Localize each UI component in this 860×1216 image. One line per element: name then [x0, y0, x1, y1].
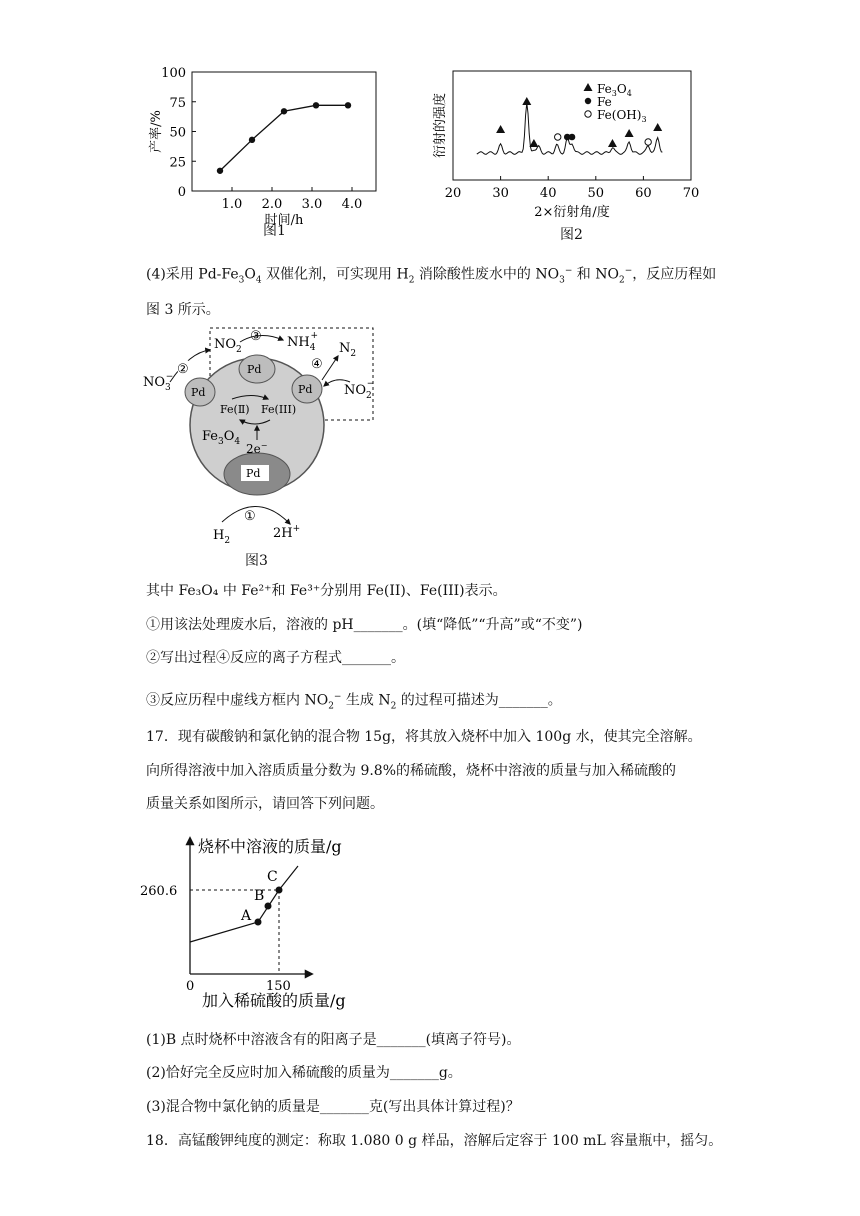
fe3o4-peak-marker: [522, 97, 531, 105]
y-tick-label: 75: [169, 95, 186, 111]
figure-2-chart: [428, 60, 708, 250]
x-axis-label: 2×衍射角/度: [534, 205, 610, 220]
x-tick-label: 70: [682, 186, 700, 201]
x-tick-label: 3.0: [301, 197, 323, 212]
q4-sub1: ①用该法处理废水后，溶液的 pH_______。(填“降低”“升高”或“不变”): [146, 617, 583, 633]
pd-right-label: Pd: [298, 383, 313, 396]
fe-peak-marker: [569, 134, 576, 141]
y-tick-label: 50: [169, 125, 186, 141]
data-point: [313, 102, 319, 108]
y-tick-label: 0: [177, 185, 186, 200]
step2-label: ②: [177, 362, 189, 377]
fe2-label: Fe(Ⅱ): [220, 403, 250, 416]
feoh3-peak-marker: [555, 134, 561, 140]
point-b: [265, 903, 272, 910]
legend-fe-label: Fe: [597, 95, 612, 109]
legend-fe-marker: [585, 98, 591, 104]
legend-fe3o4-marker: [584, 83, 593, 91]
legend-feoh3-label: $Fe(OH)_3$: [597, 108, 647, 124]
step4-label: ④: [311, 357, 323, 372]
y-tick-label: 260.6: [140, 884, 178, 899]
point-c: [276, 887, 283, 894]
step1-arrow: [222, 506, 290, 524]
q4-sub2: ②写出过程④反应的离子方程式_______。: [146, 650, 405, 666]
x-tick-label: 150: [266, 979, 291, 994]
q17-line2: 向所得溶液中加入溶质质量分数为 9.8%的稀硫酸，烧杯中溶液的质量与加入稀硫酸的: [146, 763, 677, 779]
legend-feoh3-marker: [585, 111, 591, 117]
electron-label: 2e−: [246, 441, 268, 456]
x-tick-label: 30: [492, 186, 509, 201]
q17-question1: (1)B 点时烧杯中溶液含有的阳离子是_______(填离子符号)。: [146, 1032, 521, 1048]
x-axis-label: 时间/h: [264, 213, 304, 228]
x-tick-label: 1.0: [221, 197, 243, 212]
point-label: C: [267, 869, 278, 885]
q4-intro-line1: (4)采用 $Pd-Fe_3O_4$ 双催化剂，可实现用 $H_2$ 消除酸性废水中的 $NO_3^-$ 和 $NO_2^-$，反应历程如: [146, 266, 717, 286]
point-label: A: [241, 908, 252, 924]
y-axis-label: 衍射的强度: [433, 92, 448, 159]
figure-3-caption: 图3: [245, 553, 268, 569]
legend-fe3o4-label: $Fe_3O_4$: [597, 82, 632, 98]
y-tick-label: 100: [161, 66, 186, 81]
fe3o4-peak-marker: [496, 125, 505, 133]
x-tick-label: 40: [539, 186, 557, 201]
x-tick-label: 4.0: [341, 197, 363, 212]
n2-label: $N_2$: [339, 341, 357, 359]
pd-bottom-label: Pd: [246, 467, 261, 480]
x-tick-label: 2.0: [261, 197, 283, 212]
h2-label: $H_2$: [213, 528, 231, 546]
origin-label: 0: [186, 979, 195, 994]
data-point: [281, 108, 287, 114]
fe3o4-peak-marker: [653, 123, 662, 131]
no3-label: $NO_3-$: [143, 372, 174, 393]
step1-label: ①: [244, 509, 256, 524]
y-axis-label: 产率/%: [149, 110, 164, 153]
x-axis-label: 加入稀硫酸的质量/g: [202, 991, 346, 1010]
nh4-label: $NH_4+$: [287, 331, 318, 353]
q18-line1: 18．高锰酸钾纯度的测定：称取 1.080 0 g 样品，溶解后定容于 100 mL 容量瓶中，摇匀。: [146, 1133, 723, 1149]
data-point: [217, 168, 223, 174]
figure-1-caption: 图1: [263, 223, 286, 239]
q4-note: 其中 Fe₃O₄ 中 Fe²⁺和 Fe³⁺分别用 Fe(II)、Fe(III)表示。: [146, 583, 507, 599]
q4-intro-line2: 图 3 所示。: [146, 302, 220, 318]
step3-label: ③: [250, 329, 262, 344]
figure-2-caption: 图2: [560, 227, 583, 243]
x-tick-label: 60: [635, 186, 652, 201]
q4-sub3: ③反应历程中虚线方框内 $NO_2^-$ 生成 $N_2$ 的过程可描述为_______。: [146, 692, 562, 712]
n2-arrow: [322, 356, 338, 380]
data-point: [249, 137, 255, 143]
x-tick-label: 20: [444, 186, 462, 201]
fe3o4-peak-marker: [608, 139, 617, 147]
pd-left-label: Pd: [191, 386, 206, 399]
h-plus-label: 2H+: [273, 524, 301, 541]
fe3o4-peak-marker: [529, 139, 538, 147]
data-line: [190, 866, 298, 942]
y-axis-label: 烧杯中溶液的质量/g: [198, 837, 342, 856]
figure-3-diagram: [140, 322, 400, 572]
q17-line1: 17．现有碳酸钠和氯化钠的混合物 15g，将其放入烧杯中加入 100g 水，使其完全溶解。: [146, 729, 702, 745]
no2-right-label: $NO_2-$: [344, 379, 375, 401]
fe3o4-label: $Fe_3O_4$: [202, 429, 241, 447]
series-line: [220, 105, 348, 170]
fe3-label: Fe(III): [261, 403, 297, 416]
feoh3-peak-marker: [645, 139, 651, 145]
fe3o4-peak-marker: [625, 129, 634, 137]
x-tick-label: 50: [587, 186, 605, 201]
q17-question3: (3)混合物中氯化钠的质量是_______克(写出具体计算过程)？: [146, 1099, 520, 1115]
point-a: [255, 919, 262, 926]
plot-frame: [453, 71, 691, 180]
y-tick-label: 25: [169, 155, 186, 171]
no2-top-label: $NO_2$: [214, 337, 242, 355]
data-point: [345, 102, 351, 108]
figure-q17-chart: [140, 830, 400, 1015]
pd-top-label: Pd: [247, 363, 262, 376]
q17-question2: (2)恰好完全反应时加入稀硫酸的质量为_______g。: [146, 1065, 462, 1081]
q17-line3: 质量关系如图所示，请回答下列问题。: [146, 796, 384, 812]
point-label: B: [254, 888, 265, 904]
